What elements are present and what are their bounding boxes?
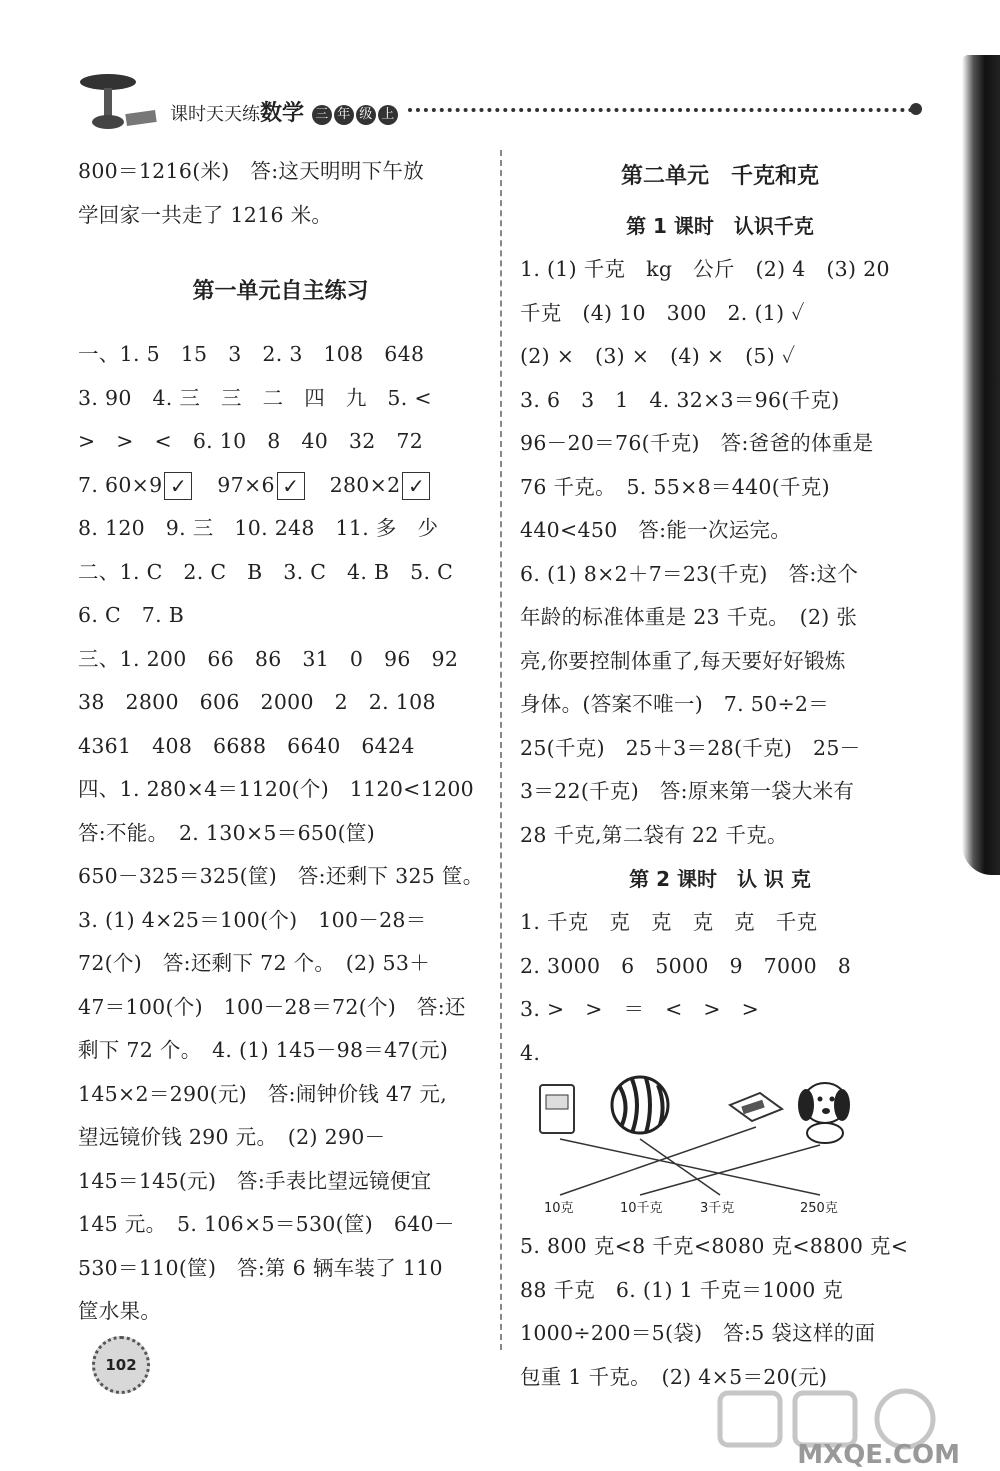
matching-figure xyxy=(520,1075,900,1225)
grade-char: 三 xyxy=(312,105,332,125)
text-line: 4361 408 6688 6640 6424 xyxy=(78,733,415,758)
grade-char: 级 xyxy=(356,105,376,125)
section-heading: 第一单元自主练习 xyxy=(192,279,369,304)
text-line: 3. (1) 4×25＝100(个) 100－28＝ xyxy=(78,907,427,932)
desk-lamp-icon xyxy=(78,70,158,135)
text-line: 650－325＝325(筐) 答:还剩下 325 筐。 xyxy=(78,864,484,888)
snack-box-icon xyxy=(730,1093,782,1121)
text-line: 530＝110(筐) 答:第 6 辆车装了 110 xyxy=(78,1255,443,1280)
text-line: 1. 千克 克 克 克 克 千克 xyxy=(520,910,818,934)
figure-label: 250克 xyxy=(800,1201,838,1216)
text-line: 8. 120 9. 三 10. 248 11. 多 少 xyxy=(78,516,439,540)
text-line: 76 千克。 5. 55×8＝440(千克) xyxy=(520,474,830,499)
text-line: 28 千克,第二袋有 22 千克。 xyxy=(520,822,788,847)
answer-lines xyxy=(78,333,483,1334)
text-line: 二、1. C 2. C B 3. C 4. B 5. C xyxy=(78,559,454,584)
text-line: 学回家一共走了 1216 米。 xyxy=(78,202,333,227)
book-spine-shadow xyxy=(962,55,1000,875)
text-line: 72(个) 答:还剩下 72 个。 (2) 53＋ xyxy=(78,951,430,975)
checkmark-box: ✓ xyxy=(164,472,192,500)
grade-char: 上 xyxy=(378,105,398,125)
text-line: 38 2800 606 2000 2 2. 108 xyxy=(78,690,436,714)
header-dot xyxy=(910,103,922,115)
expression: 97×6 xyxy=(217,472,275,497)
text-line: 一、1. 5 15 3 2. 3 108 648 xyxy=(78,342,425,366)
text-line: 身体。(答案不唯一) 7. 50÷2＝ xyxy=(520,692,830,716)
header-title xyxy=(170,96,398,127)
text-line: 包重 1 千克。 (2) 4×5＝20(元) xyxy=(520,1364,828,1389)
text-line: 1000÷200＝5(袋) 答:5 袋这样的面 xyxy=(520,1321,876,1345)
figure-label: 10千克 xyxy=(620,1201,663,1216)
text-line: 答:不能。 2. 130×5＝650(筐) xyxy=(78,820,376,845)
checkmark-box: ✓ xyxy=(277,472,305,500)
text-line: 望远镜价钱 290 元。 (2) 290－ xyxy=(78,1125,386,1149)
text-line: 剩下 72 个。 4. (1) 145－98＝47(元) xyxy=(78,1038,449,1062)
text-line: 145 元。 5. 106×5＝530(筐) 640－ xyxy=(78,1212,455,1236)
page-number: 102 xyxy=(92,1336,150,1394)
expression: 7. 60×9 xyxy=(78,472,163,497)
text-line: 6. C 7. B xyxy=(78,603,185,627)
text-line: > > < 6. 10 8 40 32 72 xyxy=(78,429,424,453)
text-line: 3＝22(千克) 答:原来第一袋大米有 xyxy=(520,779,855,803)
text-line: 千克 (4) 10 300 2. (1) ✓ xyxy=(520,300,805,325)
subject-name: 数学 xyxy=(260,101,305,126)
text-line: 3. 6 3 1 4. 32×3＝96(千克) xyxy=(520,387,840,412)
header-dotted-rule xyxy=(408,108,913,112)
text-line: 亮,你要控制体重了,每天要好好锻炼 xyxy=(520,648,846,673)
lesson-heading: 第 2 课时 认 识 克 xyxy=(629,867,811,891)
text-line: 47＝100(个) 100－28＝72(个) 答:还 xyxy=(78,994,466,1019)
text-line: 三、1. 200 66 86 31 0 96 92 xyxy=(78,646,459,671)
text-line: 3. 90 4. 三 三 二 四 九 5. < xyxy=(78,385,432,410)
column-divider xyxy=(500,150,502,1350)
text-line: 800＝1216(米) 答:这天明明下午放 xyxy=(78,159,425,183)
answer-lines xyxy=(520,248,920,857)
lesson-heading: 第 1 课时 认识千克 xyxy=(626,214,814,238)
left-column xyxy=(78,150,483,1334)
text-line: 4. xyxy=(520,1040,541,1065)
checkbox-answer-line xyxy=(78,464,483,508)
figure-label: 10克 xyxy=(544,1201,574,1216)
answer-lines xyxy=(520,1225,920,1399)
checkmark-box: ✓ xyxy=(402,472,430,500)
toy-dog-icon xyxy=(798,1083,850,1143)
text-line: 筐水果。 xyxy=(78,1299,162,1323)
text-line: 5. 800 克<8 千克<8080 克<8800 克< xyxy=(520,1234,909,1258)
watermark-text: MXQE.COM xyxy=(797,1440,960,1470)
text-line: 四、1. 280×4＝1120(个) 1120<1200 xyxy=(78,777,475,801)
expression: 280×2 xyxy=(329,472,401,497)
text-line: 6. (1) 8×2＋7＝23(千克) 答:这个 xyxy=(520,561,859,586)
text-line: 2. 3000 6 5000 9 7000 8 xyxy=(520,953,852,978)
grade-char: 年 xyxy=(334,105,354,125)
text-line: 25(千克) 25＋3＝28(千克) 25－ xyxy=(520,735,861,760)
text-line: 145×2＝290(元) 答:闹钟价钱 47 元, xyxy=(78,1081,448,1106)
unit-heading: 第二单元 千克和克 xyxy=(620,164,819,189)
series-name: 课时天天练 xyxy=(170,104,260,125)
text-line: 1. (1) 千克 kg 公斤 (2) 4 (3) 20 xyxy=(520,257,890,281)
answer-lines xyxy=(520,901,920,1075)
flour-bag-icon xyxy=(540,1085,574,1133)
right-column xyxy=(520,150,920,1399)
text-line: 88 千克 6. (1) 1 千克＝1000 克 xyxy=(520,1277,844,1302)
watermelon-icon xyxy=(612,1077,668,1133)
text-line: 96－20＝76(千克) 答:爸爸的体重是 xyxy=(520,431,874,455)
text-line: 145＝145(元) 答:手表比望远镜便宜 xyxy=(78,1168,432,1193)
text-line: 年龄的标准体重是 23 千克。 (2) 张 xyxy=(520,605,858,629)
text-line: 440<450 答:能一次运完。 xyxy=(520,518,792,542)
text-line: 3. > > ＝ < > > xyxy=(520,997,760,1021)
figure-label: 3千克 xyxy=(700,1201,735,1216)
page-header xyxy=(78,70,928,140)
text-line: (2) × (3) × (4) × (5) ✓ xyxy=(520,344,796,368)
